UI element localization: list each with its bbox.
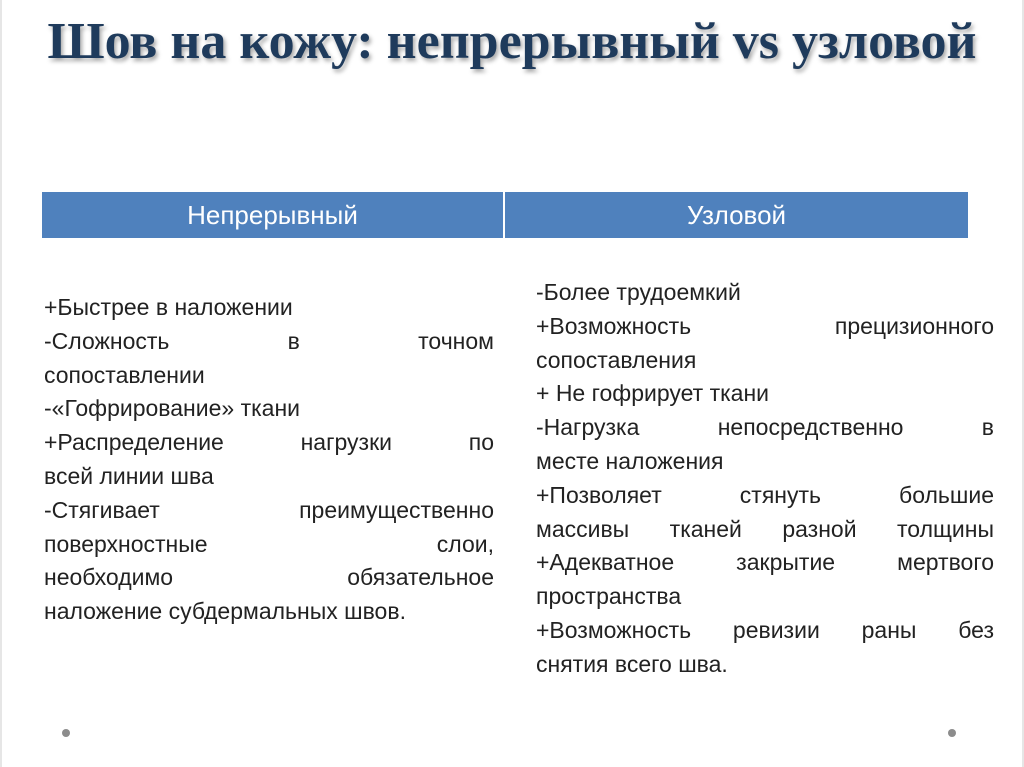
slide-title: Шов на кожу: непрерывный vs узловой <box>47 13 977 70</box>
list-line: +Возможность ревизии раны без <box>536 616 994 643</box>
list-line: сопоставления <box>536 346 697 373</box>
slide-edge-left <box>0 0 2 767</box>
list-line: +Быстрее в наложении <box>44 294 293 320</box>
list-line: -Более трудоемкий <box>536 279 741 305</box>
next-slide-dot-icon <box>948 729 956 737</box>
list-line: +Адекватное закрытие мертвого <box>536 549 994 576</box>
list-line: -Сложность в точном <box>44 327 494 354</box>
list-line: поверхностные слои, <box>44 530 494 557</box>
list-line: -«Гофрирование» ткани <box>44 395 301 422</box>
list-line: + Не гофрирует ткани <box>536 380 770 407</box>
column-header-continuous: Непрерывный <box>42 192 505 238</box>
table-header-row <box>42 192 968 238</box>
list-line: сопоставлении <box>44 361 205 388</box>
list-line: снятия всего шва. <box>536 650 728 677</box>
list-line: +Позволяет стянуть большие <box>536 481 994 508</box>
list-line: необходимо обязательное <box>44 564 494 591</box>
list-line: +Распределение нагрузки по <box>44 429 494 456</box>
interrupted-suture-column <box>536 276 994 682</box>
list-line: наложение субдермальных швов. <box>44 598 406 625</box>
list-line: массивы тканей разной толщины <box>536 515 994 542</box>
list-line: +Возможность прецизионного <box>536 312 994 339</box>
list-line: месте наложения <box>536 447 724 474</box>
prev-slide-dot-icon <box>62 729 70 737</box>
list-line: пространства <box>536 583 682 610</box>
list-line: -Нагрузка непосредственно в <box>536 414 994 441</box>
continuous-suture-column <box>44 291 494 629</box>
column-header-interrupted: Узловой <box>505 192 968 238</box>
list-line: всей линии шва <box>44 462 214 489</box>
list-line: -Стягивает преимущественно <box>44 496 494 523</box>
